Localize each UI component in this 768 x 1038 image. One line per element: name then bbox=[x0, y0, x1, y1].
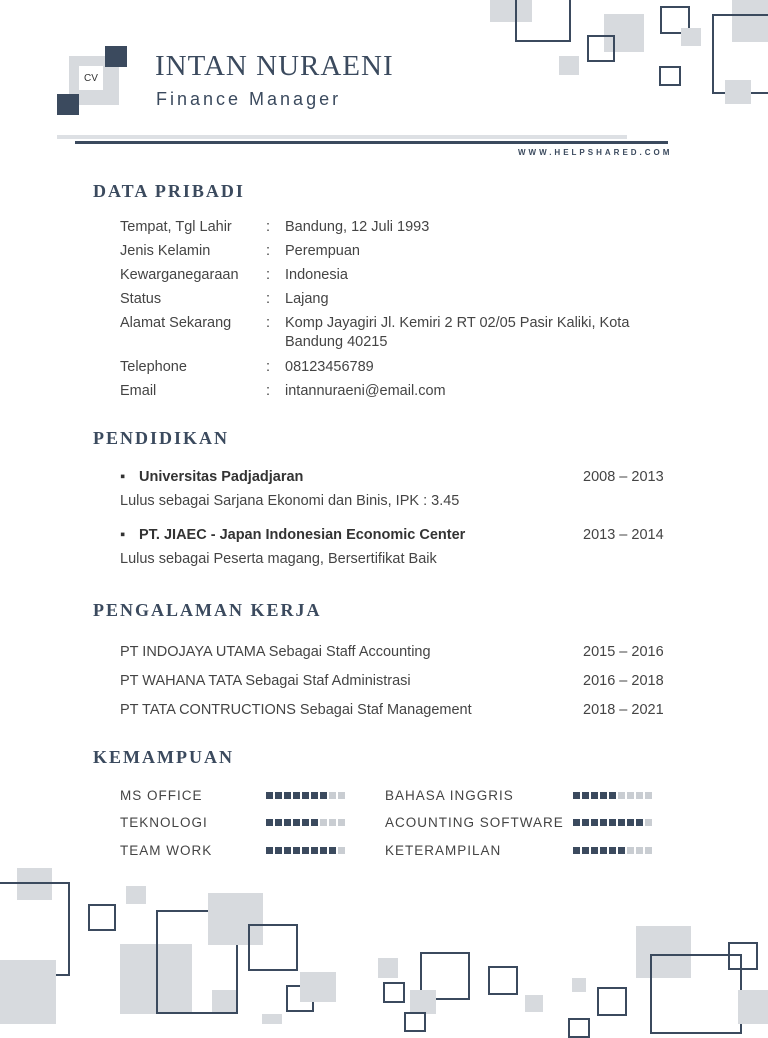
experience-item: PT TATA CONTRUCTIONS Sebagai Staf Management bbox=[120, 702, 472, 718]
label-address: Alamat Sekarang bbox=[120, 315, 232, 331]
rating-dot-filled bbox=[600, 847, 607, 854]
rating-dot-filled bbox=[284, 819, 291, 826]
rating-dot-filled bbox=[311, 819, 318, 826]
education-years: 2013 – 2014 bbox=[583, 527, 664, 543]
education-years: 2008 – 2013 bbox=[583, 469, 664, 485]
rating-dot-empty bbox=[618, 792, 625, 799]
rating-dot-filled bbox=[618, 847, 625, 854]
rating-dot-filled bbox=[591, 792, 598, 799]
rating-dot-filled bbox=[573, 792, 580, 799]
label-birth: Tempat, Tgl Lahir bbox=[120, 219, 232, 235]
value-birth: Bandung, 12 Juli 1993 bbox=[285, 219, 430, 235]
rating-dot-filled bbox=[600, 792, 607, 799]
rating-dot-filled bbox=[293, 819, 300, 826]
rating-dot-filled bbox=[293, 847, 300, 854]
rating-dot-filled bbox=[320, 792, 327, 799]
rating-dot-filled bbox=[582, 819, 589, 826]
skill-rating bbox=[266, 792, 345, 799]
rating-dot-filled bbox=[582, 792, 589, 799]
skill-name: TEKNOLOGI bbox=[120, 815, 208, 830]
skill-rating bbox=[266, 847, 345, 854]
rating-dot-empty bbox=[329, 819, 336, 826]
website-link[interactable]: WWW.HELPSHARED.COM bbox=[518, 148, 673, 157]
logo-text: CV bbox=[84, 73, 98, 84]
candidate-name: INTAN NURAENI bbox=[155, 50, 394, 82]
rating-dot-filled bbox=[302, 819, 309, 826]
experience-years: 2018 – 2021 bbox=[583, 702, 664, 718]
rating-dot-filled bbox=[284, 847, 291, 854]
section-title-personal: DATA PRIBADI bbox=[93, 181, 245, 201]
education-school: Universitas Padjadjaran bbox=[139, 469, 304, 485]
separator: : bbox=[266, 219, 271, 235]
job-title: Finance Manager bbox=[156, 89, 342, 109]
rating-dot-filled bbox=[609, 819, 616, 826]
skill-rating bbox=[266, 819, 345, 826]
rating-dot-empty bbox=[338, 792, 345, 799]
section-title-education: PENDIDIKAN bbox=[93, 428, 230, 448]
label-email: Email bbox=[120, 383, 157, 399]
rating-dot-empty bbox=[636, 792, 643, 799]
rating-dot-filled bbox=[275, 847, 282, 854]
separator: : bbox=[266, 267, 271, 283]
rating-dot-empty bbox=[627, 792, 634, 799]
section-title-skills: KEMAMPUAN bbox=[93, 747, 234, 767]
rating-dot-filled bbox=[600, 819, 607, 826]
experience-years: 2016 – 2018 bbox=[583, 673, 664, 689]
value-email[interactable]: intannuraeni@email.com bbox=[285, 383, 446, 399]
skill-name: BAHASA INGGRIS bbox=[385, 788, 514, 803]
header-divider-light bbox=[57, 135, 627, 139]
experience-item: PT INDOJAYA UTAMA Sebagai Staff Accounting bbox=[120, 644, 431, 660]
rating-dot-filled bbox=[591, 847, 598, 854]
skill-rating bbox=[573, 792, 652, 799]
rating-dot-filled bbox=[275, 819, 282, 826]
experience-years: 2015 – 2016 bbox=[583, 644, 664, 660]
value-telephone: 08123456789 bbox=[285, 359, 374, 375]
value-address-line2: Bandung 40215 bbox=[285, 334, 388, 350]
rating-dot-empty bbox=[320, 819, 327, 826]
label-status: Status bbox=[120, 291, 162, 307]
value-status: Lajang bbox=[285, 291, 329, 307]
rating-dot-filled bbox=[618, 819, 625, 826]
rating-dot-filled bbox=[311, 847, 318, 854]
separator: : bbox=[266, 315, 271, 331]
rating-dot-filled bbox=[573, 847, 580, 854]
rating-dot-empty bbox=[627, 847, 634, 854]
skill-name: TEAM WORK bbox=[120, 843, 213, 858]
value-address-line1: Komp Jayagiri Jl. Kemiri 2 RT 02/05 Pasir Kaliki, Kota bbox=[285, 315, 630, 331]
separator: : bbox=[266, 291, 271, 307]
rating-dot-filled bbox=[627, 819, 634, 826]
rating-dot-filled bbox=[293, 792, 300, 799]
separator: : bbox=[266, 243, 271, 259]
education-school: PT. JIAEC - Japan Indonesian Economic Center bbox=[139, 527, 466, 543]
rating-dot-filled bbox=[591, 819, 598, 826]
rating-dot-filled bbox=[609, 847, 616, 854]
rating-dot-filled bbox=[284, 792, 291, 799]
header-divider-dark bbox=[75, 141, 668, 144]
section-title-experience: PENGALAMAN KERJA bbox=[93, 600, 322, 620]
separator: : bbox=[266, 383, 271, 399]
rating-dot-empty bbox=[645, 847, 652, 854]
rating-dot-filled bbox=[266, 792, 273, 799]
rating-dot-empty bbox=[329, 792, 336, 799]
label-telephone: Telephone bbox=[120, 359, 187, 375]
skill-name: MS OFFICE bbox=[120, 788, 203, 803]
rating-dot-filled bbox=[582, 847, 589, 854]
value-gender: Perempuan bbox=[285, 243, 360, 259]
rating-dot-empty bbox=[645, 819, 652, 826]
rating-dot-filled bbox=[636, 819, 643, 826]
rating-dot-empty bbox=[645, 792, 652, 799]
education-desc: Lulus sebagai Peserta magang, Bersertifikat Baik bbox=[120, 551, 437, 567]
education-desc: Lulus sebagai Sarjana Ekonomi dan Binis, IPK : 3.45 bbox=[120, 493, 460, 509]
label-nationality: Kewarganegaraan bbox=[120, 267, 239, 283]
value-nationality: Indonesia bbox=[285, 267, 348, 283]
rating-dot-filled bbox=[266, 847, 273, 854]
rating-dot-filled bbox=[302, 792, 309, 799]
rating-dot-filled bbox=[573, 819, 580, 826]
rating-dot-empty bbox=[338, 819, 345, 826]
rating-dot-empty bbox=[636, 847, 643, 854]
rating-dot-filled bbox=[302, 847, 309, 854]
skill-name: KETERAMPILAN bbox=[385, 843, 502, 858]
label-gender: Jenis Kelamin bbox=[120, 243, 211, 259]
skill-rating bbox=[573, 847, 652, 854]
bullet-icon: ▪ bbox=[120, 469, 126, 485]
separator: : bbox=[266, 359, 271, 375]
rating-dot-filled bbox=[609, 792, 616, 799]
rating-dot-filled bbox=[311, 792, 318, 799]
skill-rating bbox=[573, 819, 652, 826]
rating-dot-filled bbox=[275, 792, 282, 799]
rating-dot-filled bbox=[266, 819, 273, 826]
experience-item: PT WAHANA TATA Sebagai Staf Administrasi bbox=[120, 673, 411, 689]
skill-name: ACOUNTING SOFTWARE bbox=[385, 815, 564, 830]
bullet-icon: ▪ bbox=[120, 527, 126, 543]
rating-dot-filled bbox=[320, 847, 327, 854]
rating-dot-filled bbox=[329, 847, 336, 854]
rating-dot-empty bbox=[338, 847, 345, 854]
